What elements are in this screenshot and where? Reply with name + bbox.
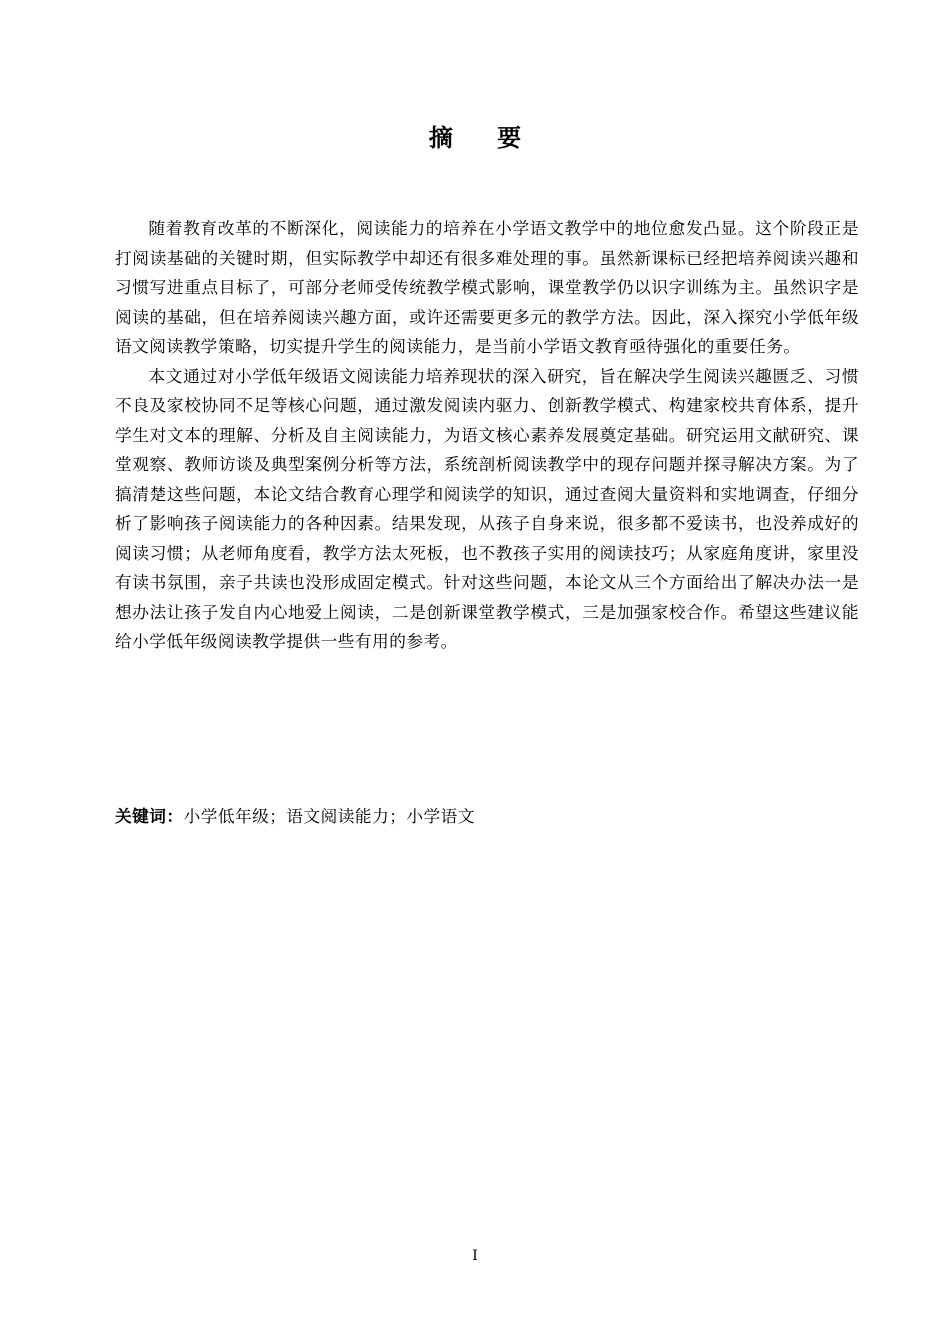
abstract-body [115, 214, 859, 657]
keywords-label: 关键词： [115, 806, 184, 826]
keywords-line [115, 801, 859, 831]
page-number: I [472, 1248, 478, 1264]
abstract-paragraph-2: 本文通过对小学低年级语文阅读能力培养现状的深入研究，旨在解决学生阅读兴趣匮乏、习惯不良及家校协同不足等核心问题，通过激发阅读内驱力、创新教学模式、构建家校共育体系，提升学生对文本的理解、分析及自主阅读能力，为语文核心素养发展奠定基础。研究运用文献研究、课堂观察、教师访谈及典型案例分析等方法，系统剖析阅读教学中的现存问题并探寻解决方案。为了搞清楚这些问题，本论文结合教育心理学和阅读学的知识，通过查阅大量资料和实地调查，仔细分析了影响孩子阅读能力的各种因素。结果发现，从孩子自身来说，很多都不爱读书，也没养成好的阅读习惯；从老师角度看，教学方法太死板，也不教孩子实用的阅读技巧；从家庭角度讲，家里没有读书氛围，亲子共读也没形成固定模式。针对这些问题，本论文从三个方面给出了解决办法一是想办法让孩子发自内心地爱上阅读，二是创新课堂教学模式，三是加强家校合作。希望这些建议能给小学低年级阅读教学提供一些有用的参考。 [115, 365, 859, 651]
keywords-text: 小学低年级；语文阅读能力；小学语文 [183, 806, 475, 826]
abstract-title: 摘 要 [428, 124, 540, 152]
abstract-paragraph-1: 随着教育改革的不断深化，阅读能力的培养在小学语文教学中的地位愈发凸显。这个阶段正是打阅读基础的关键时期，但实际教学中却还有很多难处理的事。虽然新课标已经把培养阅读兴趣和习惯写进重点目标了，可部分老师受传统教学模式影响，课堂教学仍以识字训练为主。虽然识字是阅读的基础，但在培养阅读兴趣方面，或许还需要更多元的教学方法。因此，深入探究小学低年级语文阅读教学策略，切实提升学生的阅读能力，是当前小学语文教育亟待强化的重要任务。 [115, 218, 859, 356]
